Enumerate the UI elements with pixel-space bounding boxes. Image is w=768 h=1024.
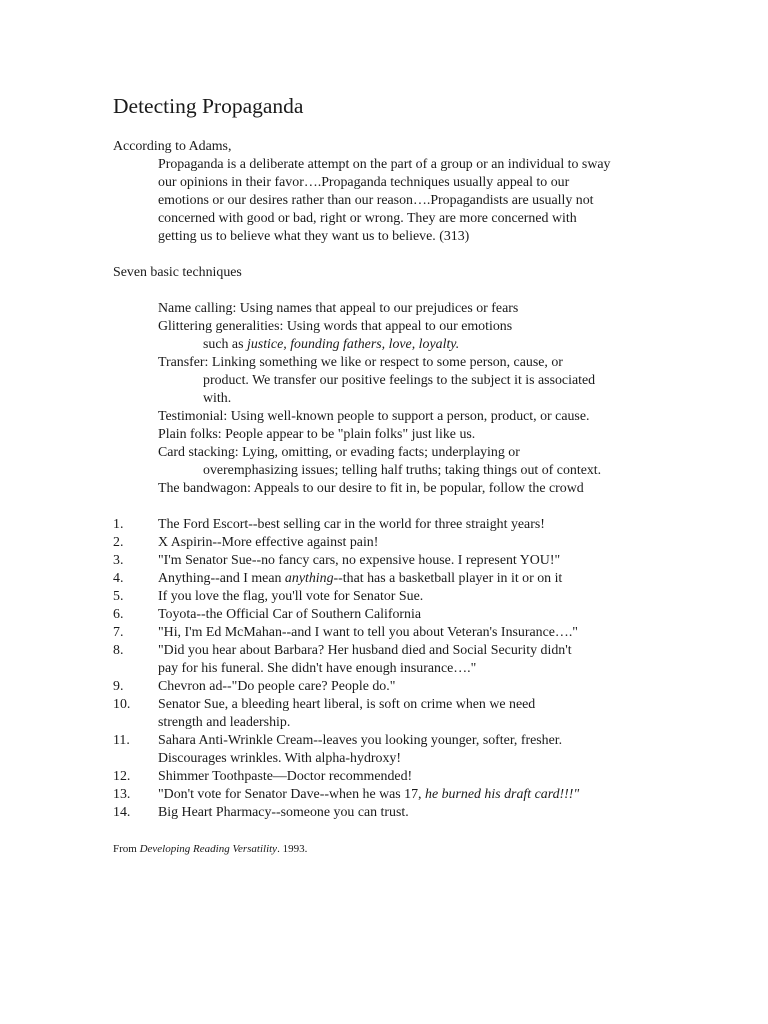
technique-transfer-cont: with. <box>203 391 232 406</box>
quote-line: concerned with good or bad, right or wrong. They are more concerned with <box>158 211 577 226</box>
list-item: Toyota--the Official Car of Southern California <box>158 607 421 622</box>
list-item: "Did you hear about Barbara? Her husband died and Social Security didn't <box>158 643 572 658</box>
technique-card-stacking: Card stacking: Lying, omitting, or evading facts; underplaying or <box>158 445 520 460</box>
list-item-number: 9. <box>113 679 124 694</box>
technique-testimonial: Testimonial: Using well-known people to support a person, product, or cause. <box>158 409 590 424</box>
list-item-number: 8. <box>113 643 124 658</box>
list-item-number: 6. <box>113 607 124 622</box>
list-item: Shimmer Toothpaste—Doctor recommended! <box>158 769 413 784</box>
list-item-number: 14. <box>113 805 131 820</box>
quote-line: Propaganda is a deliberate attempt on the part of a group or an individual to sway <box>158 157 611 172</box>
intro-line: According to Adams, <box>113 139 232 154</box>
technique-card-stacking-cont: overemphasizing issues; telling half truths; taking things out of context. <box>203 463 602 478</box>
list-item-cont: Discourages wrinkles. With alpha-hydroxy! <box>158 751 401 766</box>
list-item-number: 12. <box>113 769 131 784</box>
page-title: Detecting Propaganda <box>113 94 304 118</box>
techniques-heading: Seven basic techniques <box>113 265 242 280</box>
list-item: Big Heart Pharmacy--someone you can trust. <box>158 805 409 820</box>
quote-line: our opinions in their favor….Propaganda techniques usually appeal to our <box>158 175 570 190</box>
list-item: The Ford Escort--best selling car in the world for three straight years! <box>158 517 545 532</box>
list-item-number: 2. <box>113 535 124 550</box>
technique-plain-folks: Plain folks: People appear to be "plain folks" just like us. <box>158 427 476 442</box>
quote-line: getting us to believe what they want us to believe. (313) <box>158 229 470 244</box>
list-item-number: 4. <box>113 571 124 586</box>
list-item-number: 3. <box>113 553 124 568</box>
list-item-number: 7. <box>113 625 124 640</box>
list-item: "Hi, I'm Ed McMahan--and I want to tell you about Veteran's Insurance…." <box>158 625 578 640</box>
quote-line: emotions or our desires rather than our reason….Propagandists are usually not <box>158 193 594 208</box>
technique-bandwagon: The bandwagon: Appeals to our desire to fit in, be popular, follow the crowd <box>158 481 584 496</box>
list-item: X Aspirin--More effective against pain! <box>158 535 379 550</box>
list-item-number: 5. <box>113 589 124 604</box>
list-item-number: 13. <box>113 787 131 802</box>
list-item: Sahara Anti-Wrinkle Cream--leaves you looking younger, softer, fresher. <box>158 733 563 748</box>
list-item: "Don't vote for Senator Dave--when he was 17, he burned his draft card!!!" <box>158 787 580 802</box>
list-item-number: 1. <box>113 517 124 532</box>
technique-name-calling: Name calling: Using names that appeal to our prejudices or fears <box>158 301 519 316</box>
technique-glittering-examples: such as justice, founding fathers, love, loyalty. <box>203 337 460 352</box>
list-item: Senator Sue, a bleeding heart liberal, is soft on crime when we need <box>158 697 536 712</box>
list-item: Anything--and I mean anything--that has a basketball player in it or on it <box>158 571 563 586</box>
source-citation: From Developing Reading Versatility. 1993. <box>113 843 308 855</box>
list-item-cont: strength and leadership. <box>158 715 291 730</box>
list-item: Chevron ad--"Do people care? People do." <box>158 679 396 694</box>
list-item-number: 10. <box>113 697 131 712</box>
list-item-cont: pay for his funeral. She didn't have enough insurance…." <box>158 661 477 676</box>
technique-transfer-cont: product. We transfer our positive feelings to the subject it is associated <box>203 373 596 388</box>
technique-glittering-generalities: Glittering generalities: Using words that appeal to our emotions <box>158 319 513 334</box>
technique-transfer: Transfer: Linking something we like or respect to some person, cause, or <box>158 355 563 370</box>
list-item: "I'm Senator Sue--no fancy cars, no expensive house. I represent YOU!" <box>158 553 561 568</box>
list-item-number: 11. <box>113 733 130 748</box>
list-item: If you love the flag, you'll vote for Senator Sue. <box>158 589 424 604</box>
